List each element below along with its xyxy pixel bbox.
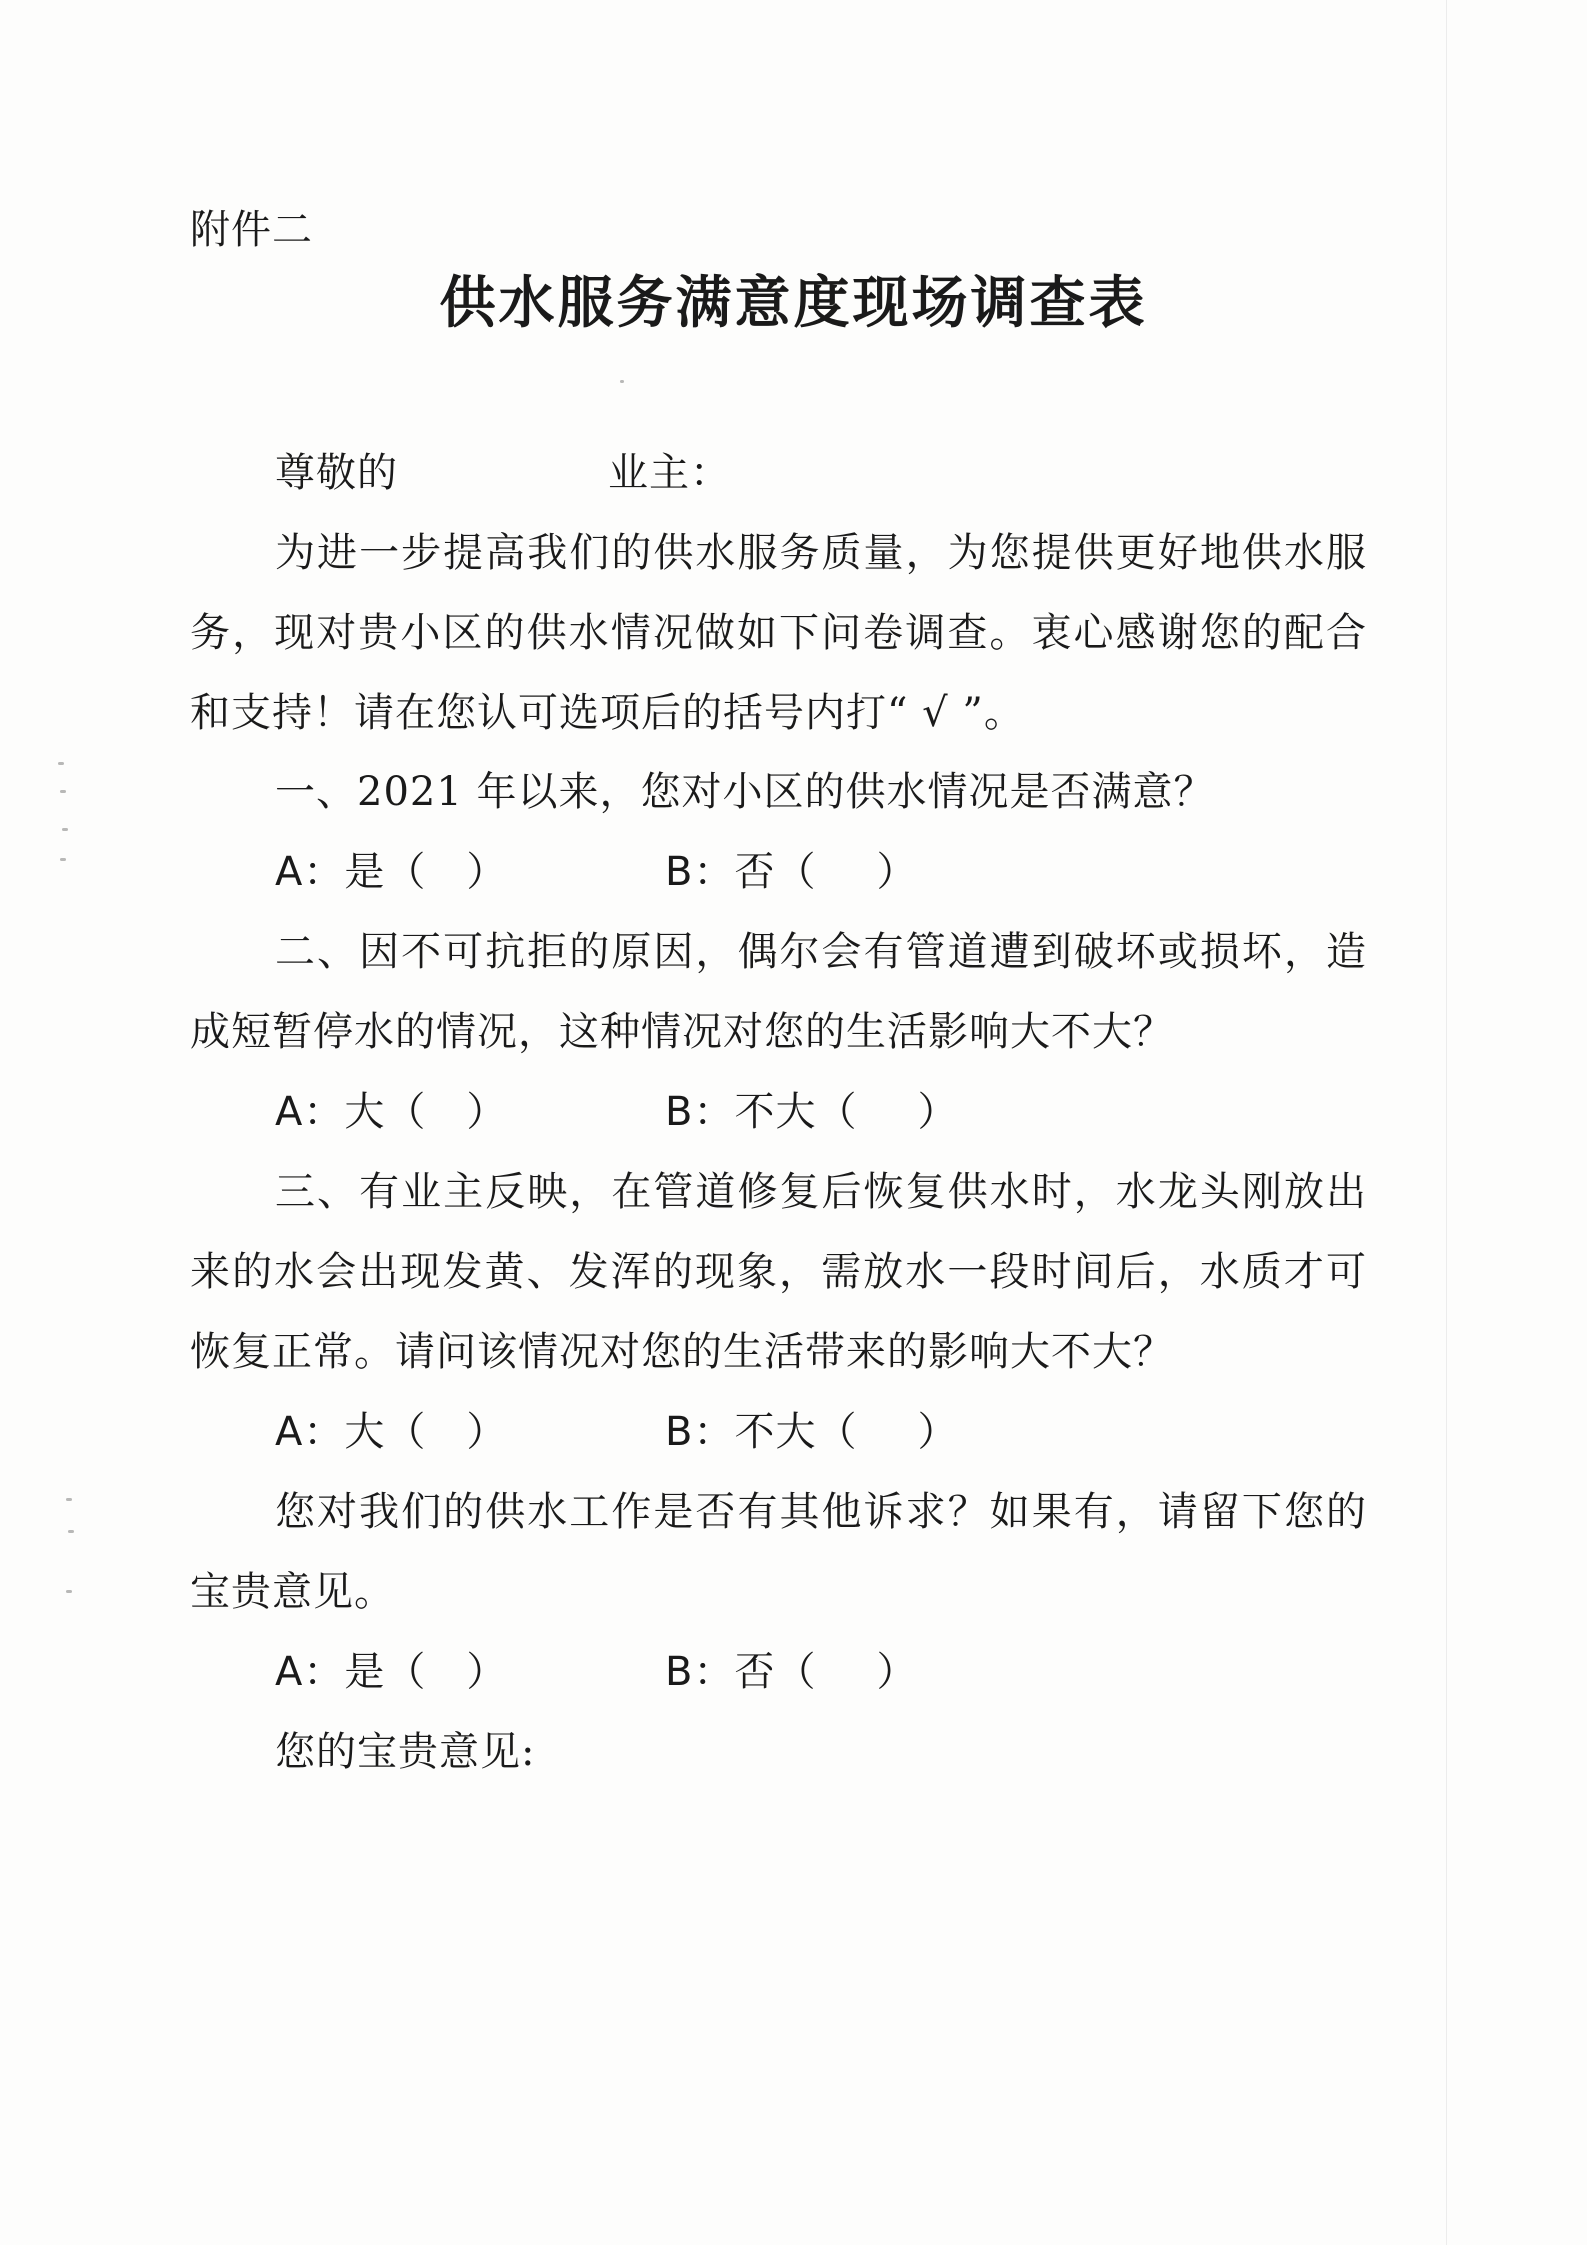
option-b-label: B：不大（ [665,1409,858,1455]
intro-line-2: 务，现对贵小区的供水情况做如下问卷调查。衷心感谢您的配合 [190,610,1367,656]
question-3-option-a[interactable]: A：大（ ） [275,1409,508,1455]
question-4-text-line-1: 您对我们的供水工作是否有其他诉求？如果有，请留下您的 [275,1489,1367,1535]
scan-speck [68,1530,74,1533]
option-a-label: A：大（ [275,1089,427,1135]
greeting-suffix: 业主： [608,450,731,496]
intro-line-3: 和支持！请在您认可选项后的括号内打“ √ ”。 [190,690,1025,736]
scan-speck [60,858,66,861]
question-2-text-line-1: 二、因不可抗拒的原因，偶尔会有管道遭到破坏或损坏，造 [275,929,1367,975]
scan-speck [620,380,624,383]
question-4-option-b[interactable]: B：否（ ） [665,1649,918,1695]
opinion-label: 您的宝贵意见: [275,1729,536,1775]
page-title: 供水服务满意度现场调查表 [439,271,1148,336]
question-2-text-line-2: 成短暂停水的情况，这种情况对您的生活影响大不大？ [190,1009,1174,1055]
question-3-text-line-2: 来的水会出现发黄、发浑的现象，需放水一段时间后，水质才可 [190,1249,1367,1295]
scan-edge [1446,0,1447,2245]
scan-speck [58,762,64,765]
question-2-option-b[interactable]: B：不大（ ） [665,1089,959,1135]
question-3-text-line-1: 三、有业主反映，在管道修复后恢复供水时，水龙头刚放出 [275,1169,1367,1215]
greeting-prefix: 尊敬的 [275,450,398,496]
question-3-option-b[interactable]: B：不大（ ） [665,1409,959,1455]
question-1-option-a[interactable]: A：是（ ） [275,849,508,895]
attachment-label: 附件二 [190,207,313,253]
option-b-label: B：否（ [665,1649,817,1695]
option-a-label: A：大（ [275,1409,427,1455]
scan-speck [66,1498,72,1501]
greeting [275,448,731,498]
question-1-text: 一、2021 年以来，您对小区的供水情况是否满意？ [275,769,1215,815]
intro-line-1: 为进一步提高我们的供水服务质量，为您提供更好地供水服 [275,530,1367,576]
scan-speck [60,790,66,793]
option-b-label: B：不大（ [665,1089,858,1135]
scan-speck [62,828,68,831]
option-a-label: A：是（ [275,1649,427,1695]
option-a-label: A：是（ [275,849,427,895]
question-1-option-b[interactable]: B：否（ ） [665,849,918,895]
scan-speck [66,1590,72,1593]
opinion-writing-area[interactable] [275,1800,1367,2100]
question-4-option-a[interactable]: A：是（ ） [275,1649,508,1695]
option-b-label: B：否（ [665,849,817,895]
question-4-text-line-2: 宝贵意见。 [190,1569,395,1615]
question-2-option-a[interactable]: A：大（ ） [275,1089,508,1135]
question-3-text-line-3: 恢复正常。请问该情况对您的生活带来的影响大不大？ [190,1329,1174,1375]
